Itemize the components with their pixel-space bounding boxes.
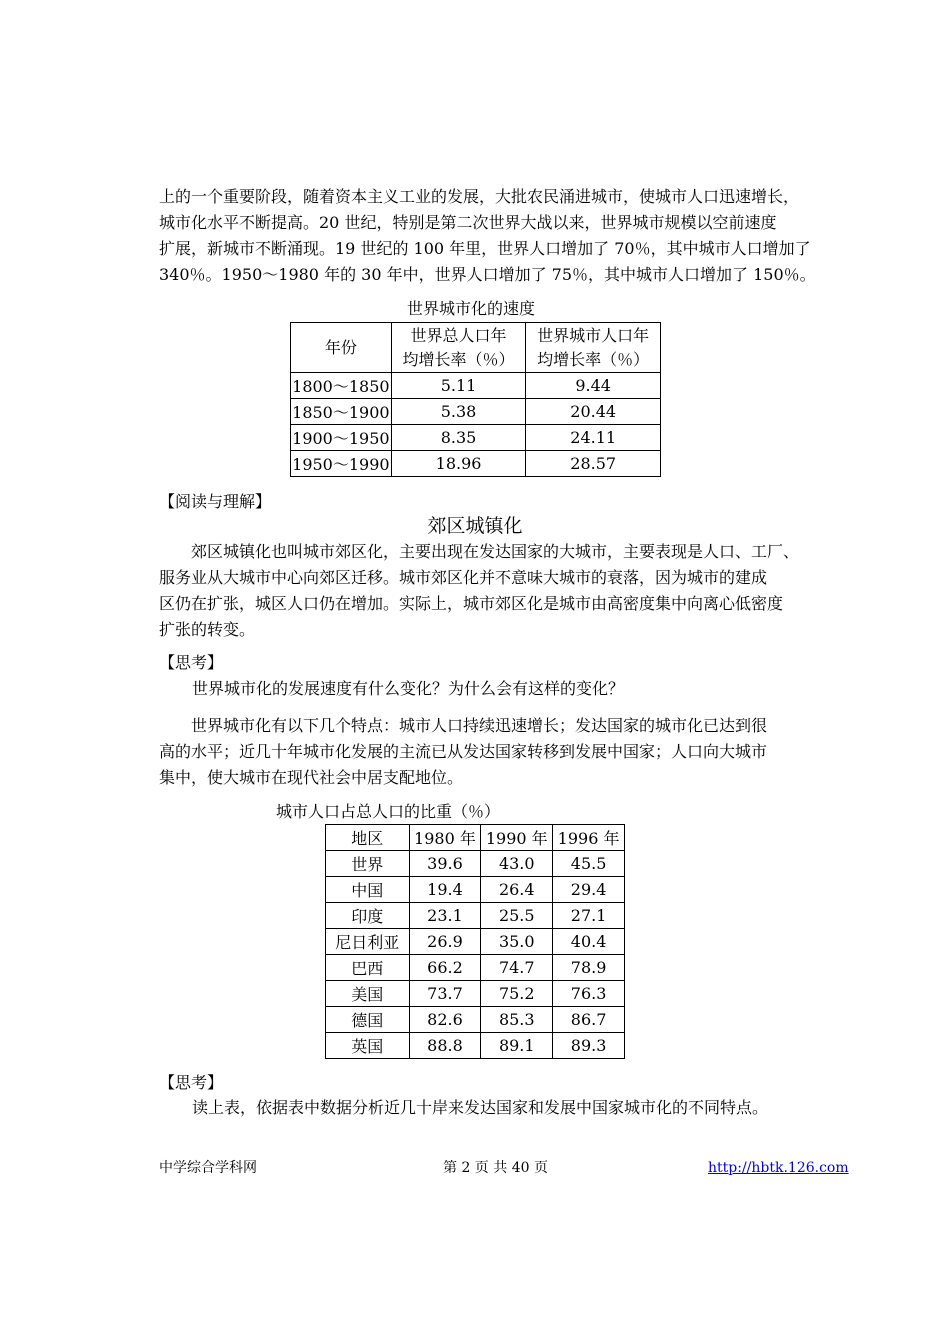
- text-line: 城市化水平不断提高。20 世纪，特别是第二次世界大战以来，世界城市规模以空前速度: [159, 213, 777, 232]
- reading-paragraph: [159, 539, 799, 643]
- region-cell: 美国: [326, 981, 410, 1007]
- region-cell: 世界: [326, 851, 410, 877]
- table-row: [291, 451, 661, 477]
- value-cell: 8.35: [391, 425, 526, 451]
- think-question-2: 读上表，依据表中数据分析近几十岸来发达国家和发展中国家城市化的不同特点。: [192, 1098, 769, 1117]
- text-line: 上的一个重要阶段，随着资本主义工业的发展，大批农民涌进城市，使城市人口迅速增长，: [159, 187, 800, 206]
- value-cell: 45.5: [553, 851, 625, 877]
- value-cell: 73.7: [409, 981, 481, 1007]
- value-cell: 85.3: [481, 1007, 553, 1033]
- text-line: 扩张的转变。: [159, 620, 256, 639]
- value-cell: 78.9: [553, 955, 625, 981]
- value-cell: 29.4: [553, 877, 625, 903]
- value-cell: 26.4: [481, 877, 553, 903]
- table-header-cell: [391, 323, 526, 373]
- text-line: 郊区城镇化也叫城市郊区化，主要出现在发达国家的大城市，主要表现是人口、工厂、: [159, 542, 800, 561]
- intro-paragraph: [159, 184, 816, 288]
- table-row: [326, 851, 625, 877]
- header-line: 世界城市人口年: [537, 325, 650, 345]
- footer-site-name: 中学综合学科网: [159, 1160, 257, 1176]
- value-cell: 76.3: [553, 981, 625, 1007]
- value-cell: 23.1: [409, 903, 481, 929]
- table-header-cell: [291, 323, 392, 373]
- footer-page-number: 第 2 页 共 40 页: [443, 1160, 548, 1176]
- value-cell: 27.1: [553, 903, 625, 929]
- value-cell: 86.7: [553, 1007, 625, 1033]
- region-cell: 英国: [326, 1033, 410, 1059]
- table-row: [326, 877, 625, 903]
- header-line: 世界总人口年: [410, 325, 507, 345]
- value-cell: 5.38: [391, 399, 526, 425]
- text-line: 世界城市化有以下几个特点：城市人口持续迅速增长；发达国家的城市化已达到很: [159, 716, 768, 735]
- period-cell: 1800～1850: [291, 373, 392, 399]
- table-row: [326, 955, 625, 981]
- speed-table-caption: 世界城市化的速度: [407, 299, 536, 318]
- think-section-label: 【思考】: [159, 653, 224, 672]
- text-line: 高的水平；近几十年城市化发展的主流已从发达国家转移到发展中国家；人口向大城市: [159, 742, 768, 761]
- value-cell: 19.4: [409, 877, 481, 903]
- region-cell: 巴西: [326, 955, 410, 981]
- header-line: 年份: [324, 337, 357, 357]
- period-cell: 1900～1950: [291, 425, 392, 451]
- table-row: [326, 1033, 625, 1059]
- urban-population-ratio-table: [325, 824, 625, 1059]
- value-cell: 89.1: [481, 1033, 553, 1059]
- footer-url-link[interactable]: http://hbtk.126.com: [708, 1160, 849, 1176]
- reading-title: 郊区城镇化: [427, 515, 523, 537]
- period-cell: 1950～1990: [291, 451, 392, 477]
- value-cell: 66.2: [409, 955, 481, 981]
- text-line: 扩展，新城市不断涌现。19 世纪的 100 年里，世界人口增加了 70％，其中城市人口增加了: [159, 239, 811, 258]
- value-cell: 82.6: [409, 1007, 481, 1033]
- region-cell: 德国: [326, 1007, 410, 1033]
- table-row: [326, 929, 625, 955]
- table-header-cell: 1990 年: [481, 825, 553, 851]
- value-cell: 89.3: [553, 1033, 625, 1059]
- think-question: 世界城市化的发展速度有什么变化？为什么会有这样的变化？: [192, 679, 625, 698]
- table-row: [326, 1007, 625, 1033]
- value-cell: 35.0: [481, 929, 553, 955]
- value-cell: 40.4: [553, 929, 625, 955]
- value-cell: 26.9: [409, 929, 481, 955]
- reading-section-label: 【阅读与理解】: [159, 492, 272, 511]
- table-row: [291, 399, 661, 425]
- table-header-row: [326, 825, 625, 851]
- region-cell: 印度: [326, 903, 410, 929]
- ratio-table-caption: 城市人口占总人口的比重（％）: [276, 802, 501, 821]
- header-line: 均增长率（％）: [402, 349, 515, 369]
- text-line: 集中，使大城市在现代社会中居支配地位。: [159, 768, 464, 787]
- value-cell: 28.57: [526, 451, 661, 477]
- value-cell: 25.5: [481, 903, 553, 929]
- text-line: 340％。1950～1980 年的 30 年中，世界人口增加了 75％，其中城市人口增加了 150％。: [159, 265, 816, 284]
- table-header-cell: 1980 年: [409, 825, 481, 851]
- think-section-label-2: 【思考】: [159, 1073, 224, 1092]
- value-cell: 24.11: [526, 425, 661, 451]
- table-header-cell: 1996 年: [553, 825, 625, 851]
- table-row: [291, 373, 661, 399]
- table-row: [326, 903, 625, 929]
- table-header-row: [291, 323, 661, 373]
- value-cell: 74.7: [481, 955, 553, 981]
- value-cell: 43.0: [481, 851, 553, 877]
- value-cell: 88.8: [409, 1033, 481, 1059]
- value-cell: 5.11: [391, 373, 526, 399]
- region-cell: 尼日利亚: [326, 929, 410, 955]
- header-line: 均增长率（％）: [537, 349, 650, 369]
- text-line: 区仍在扩张，城区人口仍在增加。实际上，城市郊区化是城市由高密度集中向离心低密度: [159, 594, 784, 613]
- value-cell: 9.44: [526, 373, 661, 399]
- value-cell: 18.96: [391, 451, 526, 477]
- table-row: [291, 425, 661, 451]
- value-cell: 75.2: [481, 981, 553, 1007]
- table-row: [326, 981, 625, 1007]
- region-cell: 中国: [326, 877, 410, 903]
- value-cell: 39.6: [409, 851, 481, 877]
- value-cell: 20.44: [526, 399, 661, 425]
- urbanization-speed-table: [290, 322, 661, 477]
- text-line: 服务业从大城市中心向郊区迁移。城市郊区化并不意味大城市的衰落，因为城市的建成: [159, 568, 768, 587]
- table-header-cell: [526, 323, 661, 373]
- think-answer-paragraph: [159, 713, 799, 791]
- period-cell: 1850～1900: [291, 399, 392, 425]
- table-header-cell: 地区: [326, 825, 410, 851]
